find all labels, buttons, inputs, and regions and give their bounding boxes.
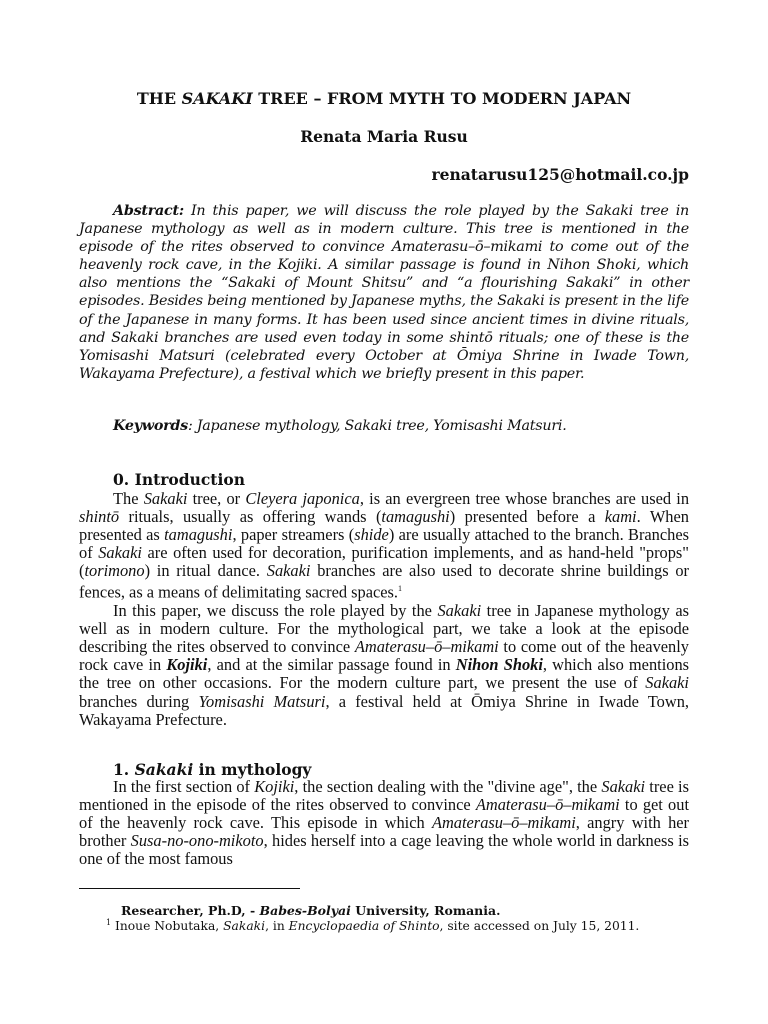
introduction-paragraph-2: In this paper, we discuss the role played by the Sakaki tree in Japanese mythology as well as in modern culture. For the mythological part, we take a look at the episode describing the rites observed to convince Amaterasu–ō–mikami to come out of the heavenly rock cave in Kojiki, and at the similar passage found in Nihon Shoki, which also mentions the tree on other occasions. For the modern culture part, we present the use of Sakaki branches during Yomisashi Matsuri, a festival held at Ōmiya Shrine in Iwade Town, Wakayama Prefecture. xyxy=(79,601,690,729)
abstract xyxy=(79,202,689,383)
introduction-body xyxy=(79,490,689,729)
footnote-divider xyxy=(79,888,300,889)
footnote-1: $^1$ Inoue Nobutaka, Sakaki, in Encyclopaedia of Shinto, site accessed on July 15, 2011. xyxy=(106,918,640,934)
title-italic: SAKAKI xyxy=(181,89,253,108)
author-name: Renata Maria Rusu xyxy=(300,127,468,146)
title-suffix: TREE – FROM MYTH TO MODERN JAPAN xyxy=(252,89,632,108)
keywords-label: Keywords xyxy=(113,418,188,434)
footnote-ref-1[interactable]: 1 xyxy=(398,584,403,594)
title-prefix: THE xyxy=(136,89,182,108)
mythology-body xyxy=(79,778,689,868)
author-email: renatarusu125@hotmail.co.jp xyxy=(431,165,689,184)
abstract-label: Abstract: xyxy=(113,203,184,219)
introduction-paragraph-1: The Sakaki tree, or Cleyera japonica, is an evergreen tree whose branches are used in shintō rituals, usually as offering wands (tamagushi) presented before a kami. When presented as tamagushi, paper streamers (shide) are usually attached to the branch. Branches of Sakaki are often used for decoration, purification implements, and as hand-held "props" (torimono) in ritual dance. Sakaki branches are also used to decorate shrine buildings or fences, as a means of delimitating sacred spaces.$^1$ xyxy=(79,489,690,602)
mythology-paragraph-1: In the first section of Kojiki, the section dealing with the "divine age", the Sakaki tree is mentioned in the episode of the rites observed to convince Amaterasu–ō–mikami to get out of the heavenly rock cave. This episode in which Amaterasu–ō–mikami, angry with her brother Susa-no-ono-mikoto, hides herself into a cage leaving the whole world in darkness is one of the most famous xyxy=(79,777,689,869)
section-heading-mythology: 1. Sakaki in mythology xyxy=(113,760,312,779)
footnote-affiliation: Researcher, Ph.D, - Babes-Bolyai University, Romania. xyxy=(121,903,501,918)
keywords-text: : Japanese mythology, Sakaki tree, Yomisashi Matsuri. xyxy=(187,418,567,434)
paper-title xyxy=(79,89,689,108)
keywords xyxy=(79,417,689,435)
section-heading-introduction: 0. Introduction xyxy=(113,470,245,489)
abstract-text: In this paper, we will discuss the role played by the Sakaki tree in Japanese mythology as well as in modern culture. This tree is mentioned in the episode of the rites observed to convince Amaterasu–ō–mikami to come out of the heavenly rock cave, in the Kojiki. A similar passage is found in Nihon Shoki, which also mentions the “Sakaki of Mount Shitsu” and “a flourishing Sakaki” in other episodes. Besides being mentioned by Japanese myths, the Sakaki is present in the life of the Japanese in many forms. It has been used since ancient times in divine rituals, and Sakaki branches are used even today in some shintō rituals; one of these is the Yomisashi Matsuri (celebrated every October at Ōmiya Shrine in Iwade Town, Wakayama Prefecture), a festival which we briefly present in this paper. xyxy=(79,203,689,382)
